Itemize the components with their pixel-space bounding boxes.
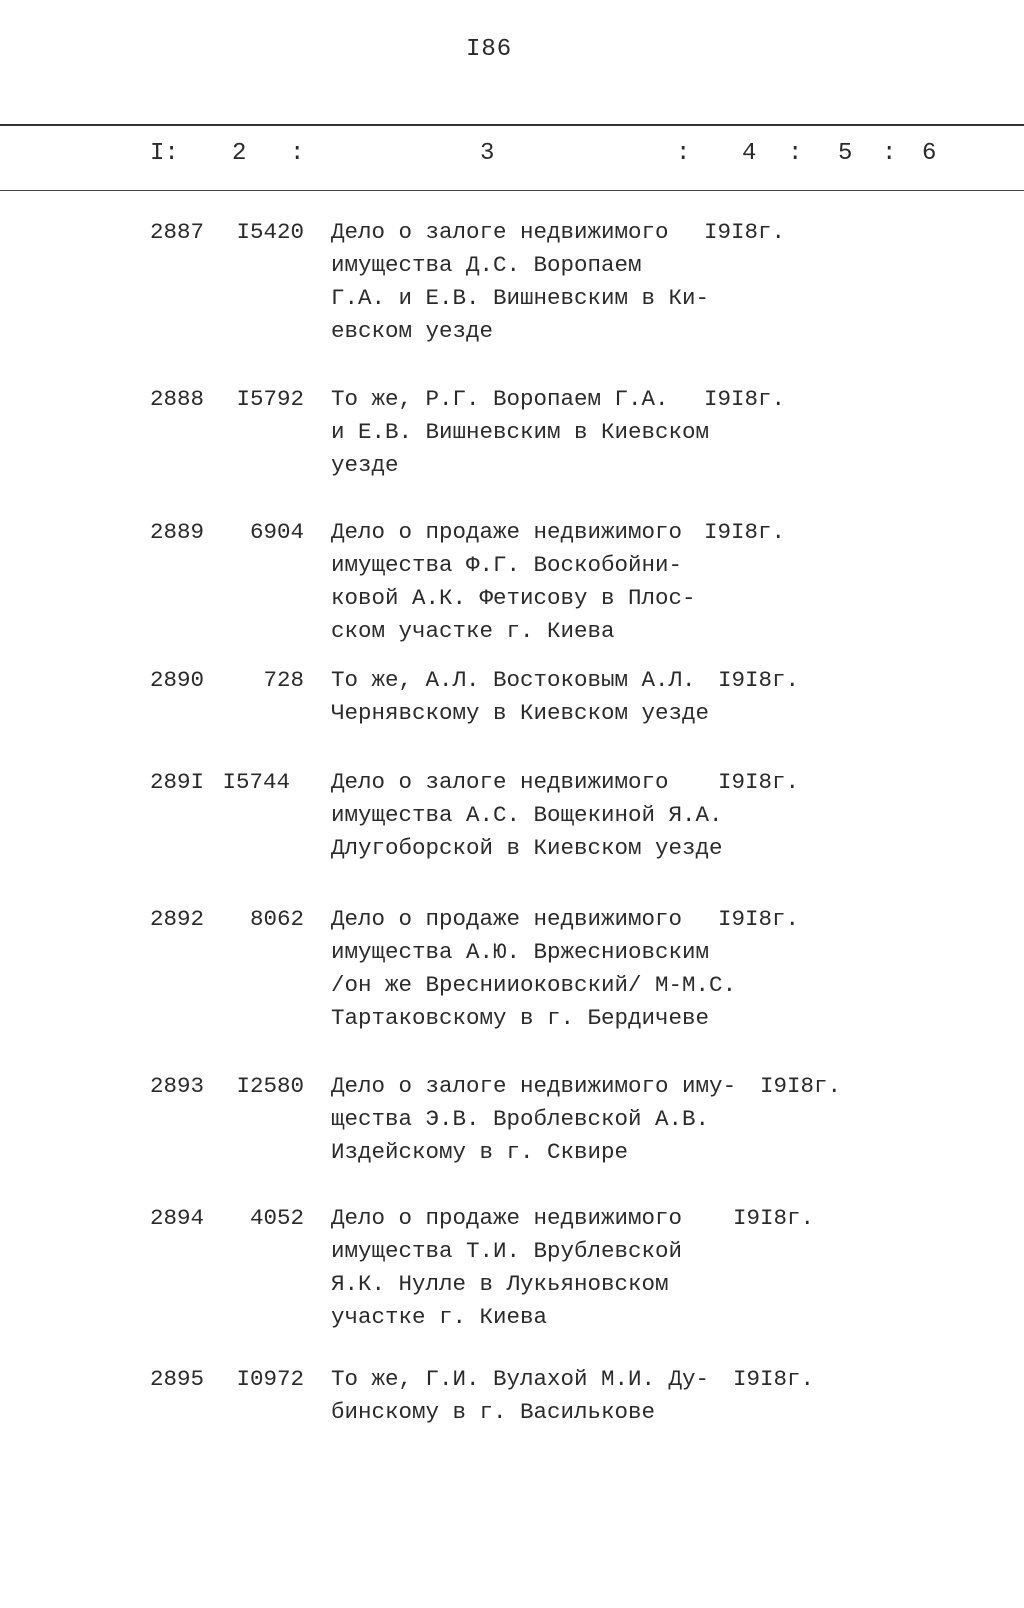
- description-line: То же, Р.Г. Воропаем Г.А.: [331, 386, 669, 412]
- header-bottom-rule: [0, 190, 1024, 191]
- entry-year: I9I8г.: [760, 1073, 842, 1099]
- description-line: /он же Вреснииоковский/ М-М.С.: [331, 972, 737, 998]
- entry-description: [331, 1363, 731, 1429]
- description-line: щества Э.В. Вроблевской А.В.: [331, 1106, 710, 1132]
- description-line: Дело о залоге недвижимого: [331, 769, 669, 795]
- old-number: 8062: [249, 906, 304, 932]
- description-line: Я.К. Нулле в Лукьяновском: [331, 1271, 669, 1297]
- entry-year: I9I8г.: [704, 219, 786, 245]
- entry-year: I9I8г.: [718, 769, 800, 795]
- description-line: Г.А. и Е.В. Вишневским в Ки-: [331, 285, 710, 311]
- entry-year: I9I8г.: [718, 667, 800, 693]
- entry-number: 2890: [150, 667, 205, 693]
- header-separator: :: [676, 140, 691, 167]
- entry-description: [331, 216, 731, 348]
- description-line: имущества А.С. Вощекиной Я.А.: [331, 802, 723, 828]
- old-number: 4052: [249, 1205, 304, 1231]
- description-line: имущества А.Ю. Вржесниовским: [331, 939, 710, 965]
- description-line: То же, А.Л. Востоковым А.Л.: [331, 667, 696, 693]
- entry-description: [331, 903, 737, 1035]
- entry-year: I9I8г.: [733, 1366, 815, 1392]
- old-number: I5420: [236, 219, 304, 245]
- entry-description: [331, 766, 731, 865]
- description-line: имущества Ф.Г. Воскобойни-: [331, 552, 683, 578]
- old-number: I0972: [236, 1366, 304, 1392]
- description-line: и Е.В. Вишневским в Киевском: [331, 419, 710, 445]
- header-col-6: 6: [922, 140, 937, 167]
- header-separator: :: [290, 140, 305, 167]
- entry-number: 2888: [150, 386, 205, 412]
- description-line: Тартаковскому в г. Бердичеве: [331, 1005, 710, 1031]
- old-number: I5792: [236, 386, 304, 412]
- description-line: имущества Д.С. Воропаем: [331, 252, 642, 278]
- description-line: участке г. Киева: [331, 1304, 548, 1330]
- entry-year: I9I8г.: [704, 386, 786, 412]
- description-line: Дело о продаже недвижимого: [331, 1205, 683, 1231]
- entry-description: [331, 664, 731, 730]
- entry-number: 2894: [150, 1205, 205, 1231]
- old-number: I5744: [222, 769, 290, 795]
- description-line: Чернявскому в Киевском уезде: [331, 700, 710, 726]
- entry-year: I9I8г.: [718, 906, 800, 932]
- page-number: I86: [466, 36, 513, 63]
- entry-year: I9I8г.: [704, 519, 786, 545]
- entry-number: 2895: [150, 1366, 205, 1392]
- entry-number: 2887: [150, 219, 205, 245]
- entry-description: [331, 516, 731, 648]
- description-line: ковой А.К. Фетисову в Плос-: [331, 585, 696, 611]
- description-line: уезде: [331, 452, 399, 478]
- header-col-3: 3: [480, 140, 495, 167]
- description-line: имущества Т.И. Врублевской: [331, 1238, 683, 1264]
- header-separator: :: [882, 140, 897, 167]
- description-line: ском участке г. Киева: [331, 618, 615, 644]
- description-line: То же, Г.И. Вулахой М.И. Ду-: [331, 1366, 710, 1392]
- entry-description: [331, 1070, 737, 1169]
- description-line: Дело о залоге недвижимого иму-: [331, 1073, 737, 1099]
- entry-number: 2892: [150, 906, 205, 932]
- description-line: бинскому в г. Василькове: [331, 1399, 656, 1425]
- old-number: I2580: [236, 1073, 304, 1099]
- description-line: Дело о залоге недвижимого: [331, 219, 669, 245]
- entry-year: I9I8г.: [733, 1205, 815, 1231]
- header-col-1: I:: [150, 140, 179, 167]
- entry-description: [331, 383, 731, 482]
- entry-description: [331, 1202, 731, 1334]
- header-top-rule: [0, 124, 1024, 126]
- entry-number: 2893: [150, 1073, 205, 1099]
- description-line: Издейскому в г. Сквире: [331, 1139, 629, 1165]
- old-number: 6904: [249, 519, 304, 545]
- description-line: Длугоборской в Киевском уезде: [331, 835, 723, 861]
- header-col-5: 5: [838, 140, 853, 167]
- header-separator: :: [788, 140, 803, 167]
- description-line: евском уезде: [331, 318, 494, 344]
- description-line: Дело о продаже недвижимого: [331, 519, 683, 545]
- entry-number: 289I: [150, 769, 205, 795]
- header-col-2: 2: [232, 140, 247, 167]
- header-col-4: 4: [742, 140, 757, 167]
- entry-number: 2889: [150, 519, 205, 545]
- description-line: Дело о продаже недвижимого: [331, 906, 683, 932]
- old-number: 728: [263, 667, 304, 693]
